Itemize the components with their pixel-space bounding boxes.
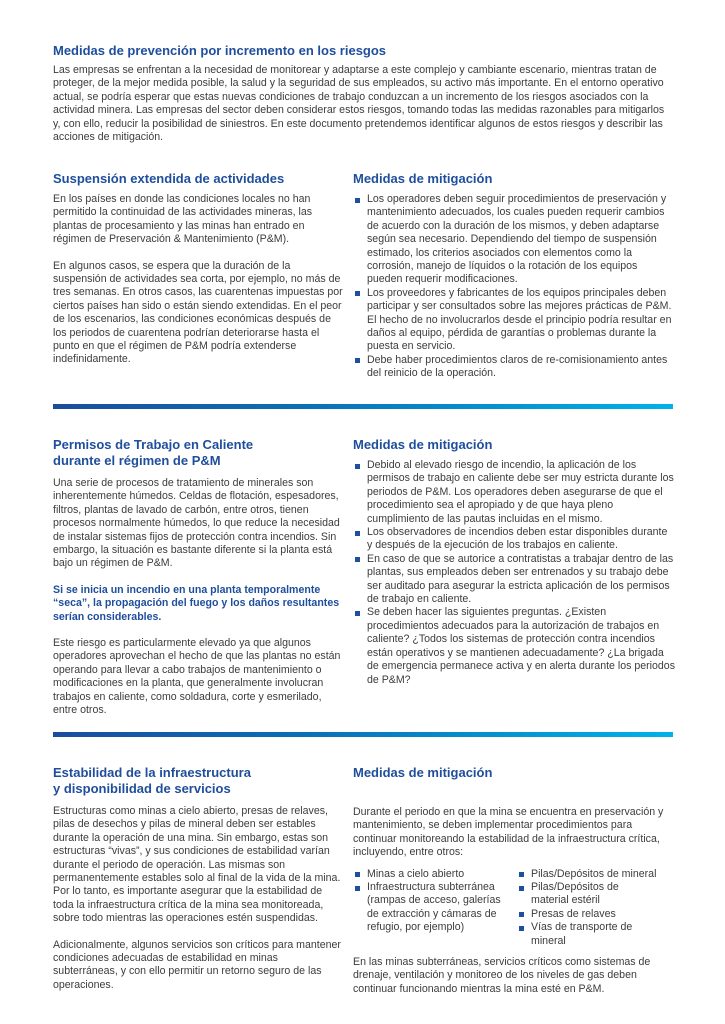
intro-body: Las empresas se enfrentan a la necesidad de monitorear y adaptarse a este complejo y cambiante escenario, mientras tratan de proteger, de la mejor medida posible, la salud y la seguridad de sus empleados, su activo más importante. En el entorno operativo actual, se podría esperar que estas nuevas condiciones de trabajo conduzcan a un incremento de los riesgos asociados con la actividad minera. Las empresas del sector deben considerar estos riesgos, tomando todas las medidas razonables para mitigarlos y, con ello, reducir la posibilidad de siniestros. En este documento pretendemos identificar algunos de estos riesgos y describir las acciones de mitigación. — [53, 64, 665, 144]
bullet-square-icon — [355, 872, 360, 877]
bullet-square-icon — [355, 198, 360, 203]
section-paragraph: Adicionalmente, algunos servicios son críticos para mantener condiciones adecuadas de estabilidad en minas subterráneas, y con ello permitir un retorno seguro de las operaciones. — [53, 938, 341, 991]
section-title: Permisos de Trabajo en Caliente durante el régimen de P&M — [53, 437, 254, 468]
mitigation-closing: En las minas subterráneas, servicios críticos como sistemas de drenaje, ventilación y monitoreo de los niveles de gas deben continuar funcionando mientras la mina esté en P&M. — [353, 956, 651, 995]
section-title: Suspensión extendida de actividades — [53, 171, 285, 186]
section-title: Estabilidad de la infraestructura y disponibilidad de servicios — [53, 765, 251, 796]
bullet-square-icon — [519, 912, 524, 917]
bullet-square-icon — [355, 358, 360, 363]
bullet-square-icon — [519, 926, 524, 931]
list-item: Los proveedores y fabricantes de los equipos principales deben participar y ser consultados sobre las mejores prácticas de P&M. El hecho de no involucrarlos desde el principio podría resultar en daños al equipo, pérdida de garantías o problemas durante la puesta en servicio. — [353, 287, 675, 354]
mitigation-infrastructure — [353, 765, 675, 996]
mitigation-intro: Durante el periodo en que la mina se encuentra en preservación y mantenimiento, se deben implementar procedimientos para continuar monitoreando la estabilidad de la infraestructura crítica, incluyendo, entre otros: — [353, 806, 664, 859]
mitigation-title: Medidas de mitigación — [353, 171, 493, 186]
mitigation-list — [353, 459, 675, 687]
mitigation-list-left — [353, 868, 511, 948]
mitigation-list — [353, 193, 675, 381]
list-item: Debe haber procedimientos claros de re-comisionamiento antes del reinicio de la operación. — [353, 354, 675, 381]
bullet-square-icon — [355, 886, 360, 891]
section-paragraph: En algunos casos, se espera que la duración de la suspensión de actividades sea corta, por ejemplo, no más de tres semanas. En otros casos, las cuarentenas impuestas por ciertos países han sido o están siendo extendidas. En el peor de los escenarios, las condiciones económicas después de los periodos de cuarentena podrían deteriorarse hasta el punto en que el régimen de P&M podría extenderse indefinidamente. — [53, 259, 343, 366]
section-hot-work — [53, 437, 345, 718]
section-divider — [53, 404, 673, 409]
section-paragraph: Estructuras como minas a cielo abierto, presas de relaves, pilas de desechos y pilas de mineral deben ser estables durante la operación de una mina. Sin embargo, estas son estructuras “vivas”, y sus condiciones de estabilidad varían durante el periodo de operación. Las mismas son permanentemente estables solo al final de la vida de la mina. Por lo tanto, es importante asegurar que la estabilidad de toda la infraestructura crítica de la mina sea monitoreada, sobre todo mientras las operaciones estén suspendidas. — [53, 805, 341, 925]
mitigation-title: Medidas de mitigación — [353, 765, 493, 780]
bullet-square-icon — [355, 531, 360, 536]
bullet-square-icon — [355, 611, 360, 616]
bullet-square-icon — [355, 557, 360, 562]
section-divider — [53, 732, 673, 737]
section-infrastructure — [53, 765, 345, 992]
list-item: Presas de relaves — [517, 908, 675, 921]
infrastructure-lists — [353, 868, 675, 948]
section-paragraph: Una serie de procesos de tratamiento de minerales son inherentemente húmedos. Celdas de flotación, espesadores, filtros, plantas de lavado de carbón, entre otros, tienen procesos normalmente húmedos, lo que reduce la necesidad de instalar sistemas fijos de protección contra incendios. Sin embargo, la situación es bastante diferente si la planta está bajo un régimen de P&M. — [53, 477, 340, 570]
mitigation-hot-work — [353, 437, 675, 687]
mitigation-title: Medidas de mitigación — [353, 437, 493, 452]
list-item: Se deben hacer las siguientes preguntas. ¿Existen procedimientos adecuados para la autorización de trabajos en caliente? ¿Todos los sistemas de protección contra incendios están operativos y se mantienen adecuadamente? ¿La brigada de emergencia permanece activa y en alerta durante los periodos de P&M? — [353, 606, 675, 686]
list-item: Minas a cielo abierto — [353, 868, 511, 881]
mitigation-suspension — [353, 171, 675, 381]
bullet-square-icon — [355, 291, 360, 296]
intro-title: Medidas de prevención por incremento en los riesgos — [53, 43, 387, 58]
bullet-square-icon — [519, 872, 524, 877]
mitigation-list-right — [517, 868, 675, 948]
section-paragraph: En los países en donde las condiciones locales no han permitido la continuidad de las actividades mineras, las plantas de procesamiento y las minas han entrado en régimen de Preservación & Mantenimiento (P&M). — [53, 193, 313, 246]
intro-section — [53, 43, 673, 144]
list-item: Pilas/Depósitos de mineral — [517, 868, 675, 881]
list-item: En caso de que se autorice a contratistas a trabajar dentro de las plantas, sus empleados deben ser entrenados y su trabajo debe ser auditado para asegurar la estricta aplicación de los permisos de trabajo en caliente. — [353, 553, 675, 607]
list-item: Los operadores deben seguir procedimientos de preservación y mantenimiento adecuados, los cuales pueden requerir cambios de acuerdo con la duración de los mismos, y deben adaptarse según sea necesario. Dependiendo del tiempo de suspensión estimado, los criterios asociados con elementos como la corrosión, manejo de líquidos o la rotación de los equipos pueden requerir modificaciones. — [353, 193, 675, 287]
list-item: Los observadores de incendios deben estar disponibles durante y después de la ejecución de los trabajos en caliente. — [353, 526, 675, 553]
bullet-square-icon — [519, 886, 524, 891]
list-item: Debido al elevado riesgo de incendio, la aplicación de los permisos de trabajo en caliente debe ser muy estricta durante los periodos de P&M. Los operadores deben asegurarse de que el procedimiento sea el apropiado y de que haya pleno cumplimiento de las pautas incluidas en el mismo. — [353, 459, 675, 526]
section-paragraph: Este riesgo es particularmente elevado ya que algunos operadores aprovechan el hecho de que las plantas no están operando para llevar a cabo trabajos de mantenimiento o modificaciones en la planta, que generalmente involucran trabajos en caliente, como soldadura, corte y esmerilado, entre otros. — [53, 637, 341, 717]
section-suspension — [53, 171, 345, 367]
list-item: Pilas/Depósitos de material estéril — [517, 881, 641, 908]
list-item: Vías de transporte de mineral — [517, 921, 641, 948]
callout-text: Si se inicia un incendio en una planta temporalmente “seca”, la propagación del fuego y los daños resultantes serían considerables. — [53, 583, 340, 623]
list-item: Infraestructura subterránea (rampas de acceso, galerías de extracción y cámaras de refugio, por ejemplo) — [353, 881, 511, 935]
bullet-square-icon — [355, 464, 360, 469]
